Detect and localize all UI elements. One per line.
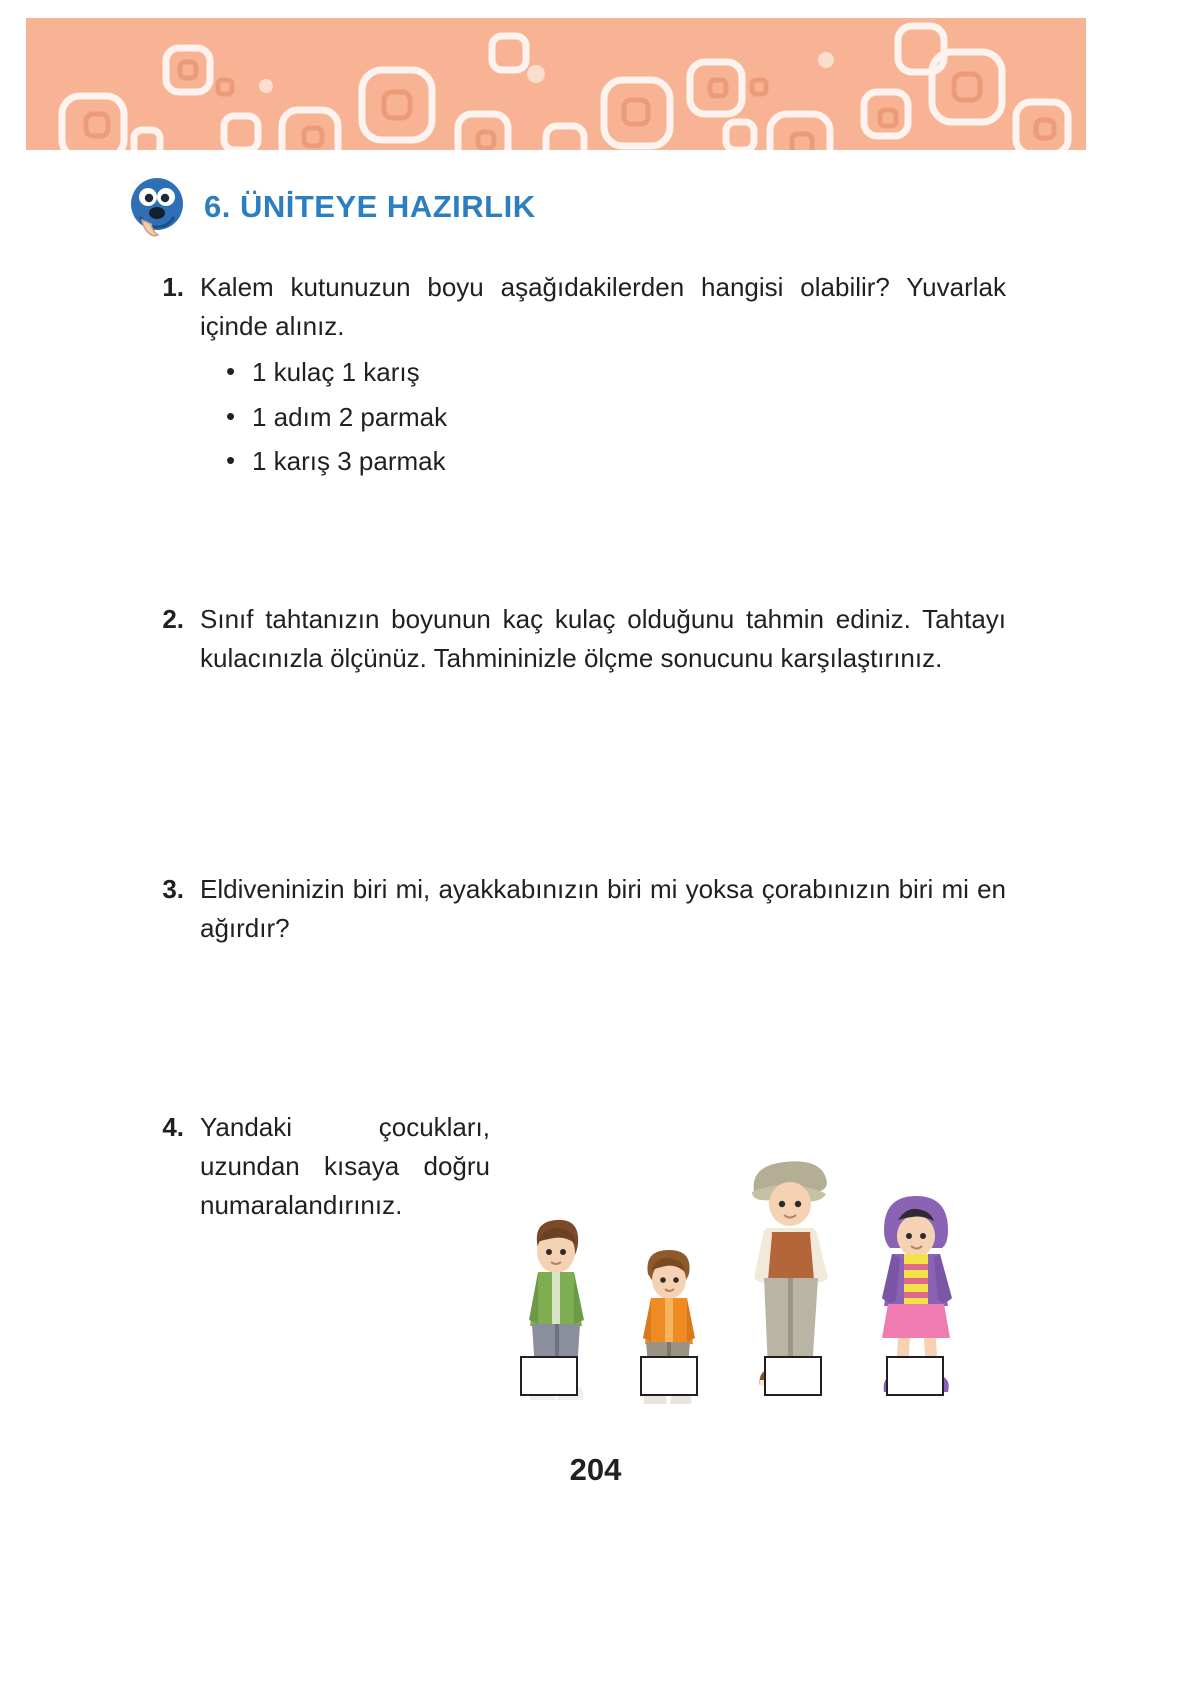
question-1-options <box>200 350 1006 484</box>
question-number: 1. <box>162 272 184 302</box>
question-text: Kalem kutunuzun boyu aşağıdakilerden hangisi olabilir? Yuvarlak içinde alınız. <box>200 272 1006 341</box>
question-1 <box>126 268 1006 484</box>
question-text: Eldiveninizin biri mi, ayakkabınızın biri mi yoksa çorabınızın biri mi en ağırdır? <box>200 874 1006 943</box>
page-number: 204 <box>569 1452 622 1487</box>
question-text: Yandaki çocukları, uzundan kısaya doğru numaralandırınız. <box>200 1112 490 1220</box>
question-4 <box>126 1108 546 1225</box>
page-title: 6. ÜNİTEYE HAZIRLIK <box>204 189 536 224</box>
question-text: Sınıf tahtanızın boyunun kaç kulaç olduğunu tahmin ediniz. Tahtayı kulacınızla ölçünüz. Tahmininizle ölçme sonucunu karşılaştırınız. <box>200 604 1006 673</box>
answer-box[interactable] <box>520 1356 578 1396</box>
blue-character-pointing-icon <box>126 176 188 238</box>
answer-box[interactable] <box>640 1356 698 1396</box>
section-heading <box>126 176 536 238</box>
decorative-banner <box>26 18 1086 150</box>
option-item[interactable]: • 1 karış 3 parmak <box>252 439 1006 484</box>
answer-box[interactable] <box>886 1356 944 1396</box>
answer-box[interactable] <box>764 1356 822 1396</box>
question-number: 4. <box>162 1112 184 1142</box>
question-number: 3. <box>162 874 184 904</box>
option-item[interactable]: • 1 adım 2 parmak <box>252 395 1006 440</box>
question-number: 2. <box>162 604 184 634</box>
answer-boxes <box>498 1356 1018 1402</box>
question-2 <box>126 600 1006 678</box>
option-item[interactable]: • 1 kulaç 1 karış <box>252 350 1006 395</box>
question-3 <box>126 870 1006 948</box>
